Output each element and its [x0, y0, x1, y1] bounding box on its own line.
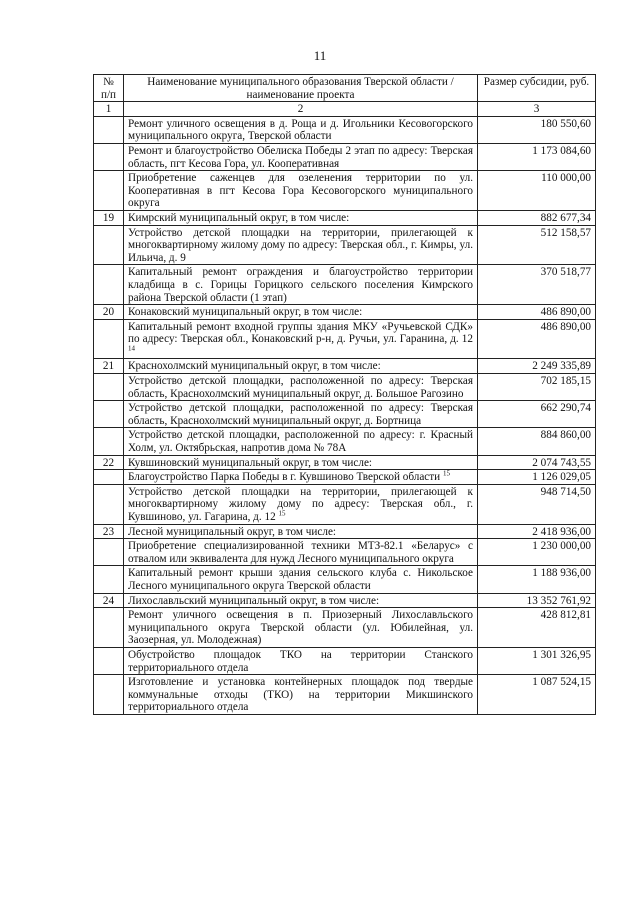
table-row: [94, 210, 596, 225]
row-name: Устройство детской площадки, расположенной по адресу: Тверская область, Краснохолмский муниципальный округ, д. Бортница: [128, 402, 473, 427]
table-header-row: [94, 75, 596, 102]
row-name-cell: [124, 470, 478, 485]
row-name: Благоустройство Парка Победы в г. Кувшиново Тверской области: [128, 471, 441, 484]
table-body: [94, 116, 596, 714]
column-index: 1: [94, 102, 124, 117]
row-number: [94, 647, 124, 674]
row-name: Обустройство площадок ТКО на территории Станского территориального отдела: [128, 648, 473, 674]
row-number: [94, 116, 124, 143]
row-amount: 2 249 335,89: [478, 359, 596, 374]
row-name-cell: [124, 265, 478, 305]
table-row: [94, 608, 596, 648]
table-row: [94, 566, 596, 593]
row-name-cell: [124, 319, 478, 359]
row-name: Устройство детской площадки на территории, прилегающей к многоквартирному жилому дому по адресу: Тверская обл., г. Кувшиново, ул. Гагарина, д. 12: [128, 485, 473, 523]
row-number: [94, 265, 124, 305]
row-amount: 1 188 936,00: [478, 566, 596, 593]
row-number: [94, 143, 124, 170]
row-number: [94, 319, 124, 359]
row-amount: 702 185,15: [478, 374, 596, 401]
row-number: [94, 171, 124, 211]
row-amount: 110 000,00: [478, 171, 596, 211]
row-number: 20: [94, 305, 124, 320]
row-number: 22: [94, 455, 124, 470]
row-name-cell: [124, 305, 478, 320]
row-name: Капитальный ремонт входной группы здания МКУ «Ручьевской СДК» по адресу: Тверская обл., Конаковский р-н, д. Ручьи, ул. Гаранина, д. 12: [128, 320, 473, 346]
row-amount: 2 418 936,00: [478, 524, 596, 539]
row-amount: 486 890,00: [478, 319, 596, 359]
table-row: [94, 359, 596, 374]
row-amount: 1 173 084,60: [478, 143, 596, 170]
row-name-cell: [124, 608, 478, 648]
footnote-ref: 15: [278, 509, 286, 518]
table-row: [94, 428, 596, 455]
row-name-cell: [124, 484, 478, 524]
row-name-cell: [124, 225, 478, 265]
row-number: [94, 401, 124, 428]
row-name: Конаковский муниципальный округ, в том числе:: [128, 306, 363, 319]
row-name-cell: [124, 593, 478, 608]
row-name: Приобретение специализированной техники МТЗ-82.1 «Беларус» с отвалом или эквивалента для нужд Лесного муниципального округа: [128, 540, 473, 565]
row-amount: 180 550,60: [478, 116, 596, 143]
column-index: 3: [478, 102, 596, 117]
row-number: [94, 470, 124, 485]
row-name: Кувшиновский муниципальный округ, в том числе:: [128, 456, 373, 469]
table-row: [94, 143, 596, 170]
row-name-cell: [124, 171, 478, 211]
row-name-cell: [124, 374, 478, 401]
table-row: [94, 647, 596, 674]
row-amount: 884 860,00: [478, 428, 596, 455]
row-amount: 662 290,74: [478, 401, 596, 428]
row-number: [94, 566, 124, 593]
row-amount: 1 301 326,95: [478, 647, 596, 674]
table-row: [94, 225, 596, 265]
table-row: [94, 171, 596, 211]
row-name-cell: [124, 566, 478, 593]
row-name-cell: [124, 539, 478, 566]
row-amount: 882 677,34: [478, 210, 596, 225]
row-amount: 13 352 761,92: [478, 593, 596, 608]
row-name: Лихославльский муниципальный округ, в том числе:: [128, 594, 380, 607]
row-number: [94, 608, 124, 648]
row-amount: 1 126 029,05: [478, 470, 596, 485]
row-name: Устройство детской площадки на территории, прилегающей к многоквартирному жилому дому по адресу: Тверская обл., г. Кимры, ул. Ильича, д. 9: [128, 226, 473, 264]
row-name-cell: [124, 524, 478, 539]
table-row: [94, 401, 596, 428]
row-number: [94, 484, 124, 524]
row-name-cell: [124, 143, 478, 170]
row-name: Капитальный ремонт ограждения и благоустройство территории кладбища в с. Горицы Горицкого сельского поселения Кимрского района Тверской области (1 этап): [128, 266, 473, 304]
row-name-cell: [124, 401, 478, 428]
row-number: 23: [94, 524, 124, 539]
row-number: [94, 428, 124, 455]
table-row: [94, 524, 596, 539]
row-name-cell: [124, 647, 478, 674]
row-number: 21: [94, 359, 124, 374]
row-name: Устройство детской площадки, расположенной по адресу: Тверская область, Краснохолмский муниципальный округ, д. Большое Рагозино: [128, 375, 473, 400]
row-name-cell: [124, 455, 478, 470]
footnote-ref: 14: [128, 344, 135, 353]
row-name: Лесной муниципальный округ, в том числе:: [128, 525, 337, 538]
table-row: [94, 116, 596, 143]
row-name-cell: [124, 116, 478, 143]
table-row: [94, 593, 596, 608]
row-number: 24: [94, 593, 124, 608]
row-amount: 486 890,00: [478, 305, 596, 320]
row-name: Ремонт уличного освещения в д. Роща и д. Игольники Кесовогорского муниципального округа, Тверской области: [128, 117, 473, 143]
table-row: [94, 374, 596, 401]
row-number: [94, 675, 124, 715]
row-number: [94, 374, 124, 401]
column-index: 2: [124, 102, 478, 117]
row-name: Кимрский муниципальный округ, в том числе:: [128, 211, 350, 224]
row-amount: 428 812,81: [478, 608, 596, 648]
row-name: Ремонт и благоустройство Обелиска Победы 2 этап по адресу: Тверская область, пгт Кесова Гора, ул. Кооперативная: [128, 144, 473, 170]
column-index-row: [94, 102, 596, 117]
row-name-cell: [124, 210, 478, 225]
footnote-ref: 15: [442, 469, 450, 478]
row-amount: 1 230 000,00: [478, 539, 596, 566]
row-amount: 948 714,50: [478, 484, 596, 524]
row-name: Изготовление и установка контейнерных площадок под твердые коммунальные отходы (ТКО) на территории Микшинского территориального отдела: [128, 676, 473, 714]
row-amount: 1 087 524,15: [478, 675, 596, 715]
row-number: [94, 539, 124, 566]
row-name-cell: [124, 428, 478, 455]
header-amount: Размер субсидии, руб.: [478, 75, 596, 102]
row-name: Краснохолмский муниципальный округ, в том числе:: [128, 360, 381, 373]
row-amount: 512 158,57: [478, 225, 596, 265]
page-number: 11: [313, 48, 327, 63]
table-row: [94, 265, 596, 305]
subsidy-table: [93, 74, 596, 715]
table-row: [94, 539, 596, 566]
row-name-cell: [124, 359, 478, 374]
row-amount: 2 074 743,55: [478, 455, 596, 470]
table-row: [94, 675, 596, 715]
header-name: Наименование муниципального образования Тверской области / наименование проекта: [124, 75, 478, 102]
row-name: Приобретение саженцев для озеленения территории по ул. Кооперативная в пгт Кесова Гора Кесовогорского муниципального округа: [128, 172, 473, 210]
header-num: № п/п: [94, 75, 124, 102]
row-name: Ремонт уличного освещения в п. Приозерный Лихославльского муниципального округа Тверской области (ул. Юбилейная, ул. Заозерная, ул. Молодежная): [128, 609, 473, 647]
table-row: [94, 470, 596, 485]
row-name: Капитальный ремонт крыши здания сельского клуба с. Никольское Лесного муниципального округа Тверской области: [128, 567, 473, 592]
table-row: [94, 484, 596, 524]
table-row: [94, 455, 596, 470]
row-number: 19: [94, 210, 124, 225]
row-number: [94, 225, 124, 265]
table-row: [94, 319, 596, 359]
table-row: [94, 305, 596, 320]
row-name: Устройство детской площадки, расположенной по адресу: г. Красный Холм, ул. Октябрьская, напротив дома № 78А: [128, 429, 473, 455]
row-amount: 370 518,77: [478, 265, 596, 305]
row-name-cell: [124, 675, 478, 715]
